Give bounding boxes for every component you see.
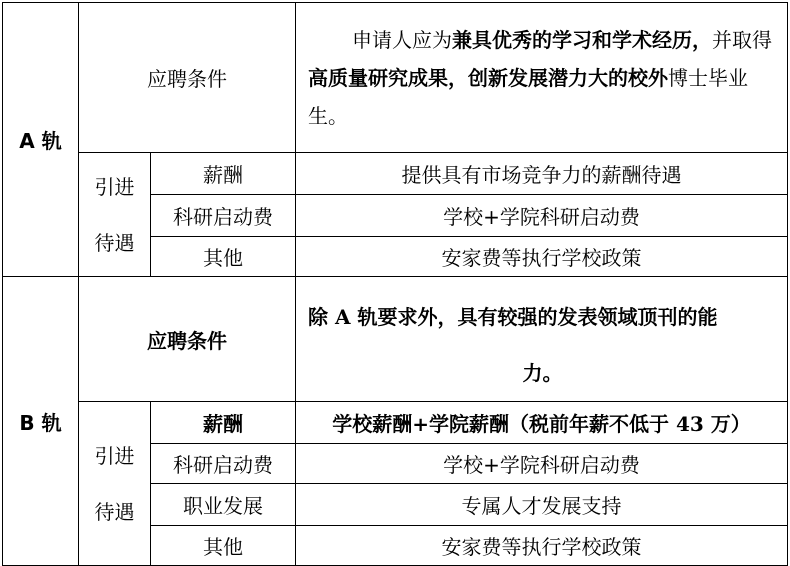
- benefit-name: 科研启动费: [151, 444, 296, 484]
- track-b-benefit-row: [3, 402, 788, 444]
- track-b-label: B 轨: [3, 277, 79, 566]
- track-a-label: A 轨: [3, 3, 79, 277]
- benefit-name: 职业发展: [151, 484, 296, 526]
- recruitment-table: [2, 2, 788, 566]
- benefit-name: 薪酬: [151, 402, 296, 444]
- benefit-value: 学校+学院科研启动费: [296, 195, 788, 237]
- benefit-value: 提供具有市场竞争力的薪酬待遇: [296, 153, 788, 195]
- track-b-conditions-label: 应聘条件: [79, 277, 296, 402]
- track-a-conditions-label: 应聘条件: [79, 3, 296, 153]
- track-a-conditions-row: [3, 3, 788, 153]
- benefit-name: 其他: [151, 237, 296, 277]
- track-b-conditions-text: 除 A 轨要求外，具有较强的发表领域顶刊的能 力。: [296, 277, 788, 402]
- benefit-name: 其他: [151, 526, 296, 566]
- benefit-value: 安家费等执行学校政策: [296, 237, 788, 277]
- benefit-value: 安家费等执行学校政策: [296, 526, 788, 566]
- track-b-benefits-label: 引进 待遇: [79, 402, 151, 566]
- track-a-conditions-text: 申请人应为兼具优秀的学习和学术经历，并取得高质量研究成果，创新发展潜力大的校外博士毕业生。: [296, 3, 788, 153]
- track-a-benefit-row: [3, 153, 788, 195]
- benefit-value: 学校薪酬+学院薪酬（税前年薪不低于 43 万）: [296, 402, 788, 444]
- benefit-name: 薪酬: [151, 153, 296, 195]
- benefit-value: 专属人才发展支持: [296, 484, 788, 526]
- track-b-conditions-row: [3, 277, 788, 402]
- benefit-value: 学校+学院科研启动费: [296, 444, 788, 484]
- track-a-benefits-label: 引进 待遇: [79, 153, 151, 277]
- benefit-name: 科研启动费: [151, 195, 296, 237]
